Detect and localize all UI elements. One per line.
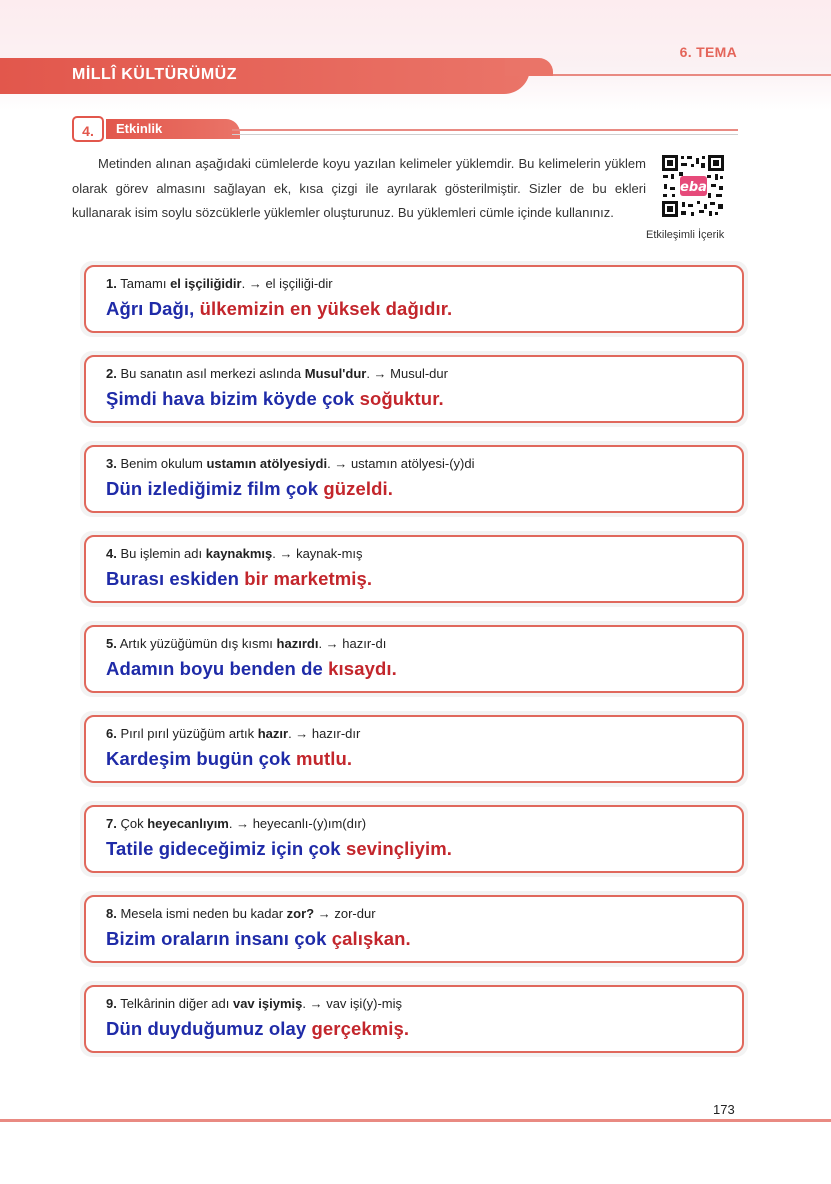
source-sentence: 9. Telkârinin diğer adı vav işiymiş. → vav işi(y)-miş (106, 996, 403, 1011)
exercise-card-5 (80, 621, 748, 697)
answer-sentence: Burası eskiden bir marketmiş. (106, 568, 373, 589)
source-sentence: 6. Pırıl pırıl yüzüğüm artık hazır. → hazır-dır (106, 726, 361, 741)
exercise-card-7 (80, 801, 748, 877)
unit-title-tab (505, 58, 553, 76)
source-sentence: 2. Bu sanatın asıl merkezi aslında Musul'dur. → Musul-dur (106, 366, 448, 381)
answer-sentence: Tatile gideceğimiz için çok sevinçliyim. (106, 838, 453, 859)
answer-sentence: Şimdi hava bizim köyde çok soğuktur. (106, 388, 444, 409)
exercise-card-8 (80, 891, 748, 967)
activity-label: Etkinlik (106, 119, 240, 139)
exercise-card-9 (80, 981, 748, 1057)
activity-divider (232, 129, 738, 131)
activity-instruction: Metinden alınan aşağıdaki cümlelerde koyu yazılan kelimeler yüklemdir. Bu kelimelerin yüklem olarak görev almasını sağlayan ek, kısa çizgi ile ayrılarak gösterilmiştir. Sizler de bu ekleri kullanarak isim soylu sözcüklerle yüklemler oluşturunuz. Bu yüklemleri cümle içinde kullanınız. (72, 156, 646, 220)
answer-sentence: Dün izlediğimiz film çok güzeldi. (106, 478, 393, 499)
source-sentence: 4. Bu işlemin adı kaynakmış. → kaynak-mış (106, 546, 363, 561)
answer-sentence: Bizim oraların insanı çok çalışkan. (106, 928, 411, 949)
exercise-card-1 (80, 261, 748, 337)
answer-sentence: Dün duyduğumuz olay gerçekmiş. (106, 1018, 410, 1039)
unit-title: MİLLÎ KÜLTÜRÜMÜZ (72, 66, 237, 83)
answer-sentence: Ağrı Dağı, ülkemizin en yüksek dağıdır. (106, 298, 453, 319)
activity-divider-thin (232, 134, 738, 135)
svg-text:eba: eba (680, 180, 707, 195)
exercise-card-4 (80, 531, 748, 607)
qr-caption: Etkileşimli İçerik (646, 229, 725, 241)
source-sentence: 7. Çok heyecanlıyım. → heyecanlı-(y)ım(dır) (106, 816, 367, 831)
source-sentence: 5. Artık yüzüğümün dış kısmı hazırdı. → hazır-dı (106, 636, 387, 651)
activity-number: 4. (72, 116, 104, 142)
qr-code-icon[interactable] (661, 154, 725, 218)
answer-sentence: Kardeşim bugün çok mutlu. (106, 748, 353, 769)
footer-divider (0, 1119, 831, 1122)
exercise-card-2 (80, 351, 748, 427)
header-divider (552, 74, 831, 76)
exercise-card-3 (80, 441, 748, 517)
source-sentence: 3. Benim okulum ustamın atölyesiydi. → ustamın atölyesi-(y)di (106, 456, 475, 471)
source-sentence: 1. Tamamı el işçiliğidir. → el işçiliği-dir (106, 276, 333, 291)
theme-label: 6. TEMA (679, 44, 737, 60)
page-number: 173 (713, 1102, 735, 1117)
source-sentence: 8. Mesela ismi neden bu kadar zor? → zor-dur (106, 906, 376, 921)
answer-sentence: Adamın boyu benden de kısaydı. (106, 658, 397, 679)
exercise-card-6 (80, 711, 748, 787)
